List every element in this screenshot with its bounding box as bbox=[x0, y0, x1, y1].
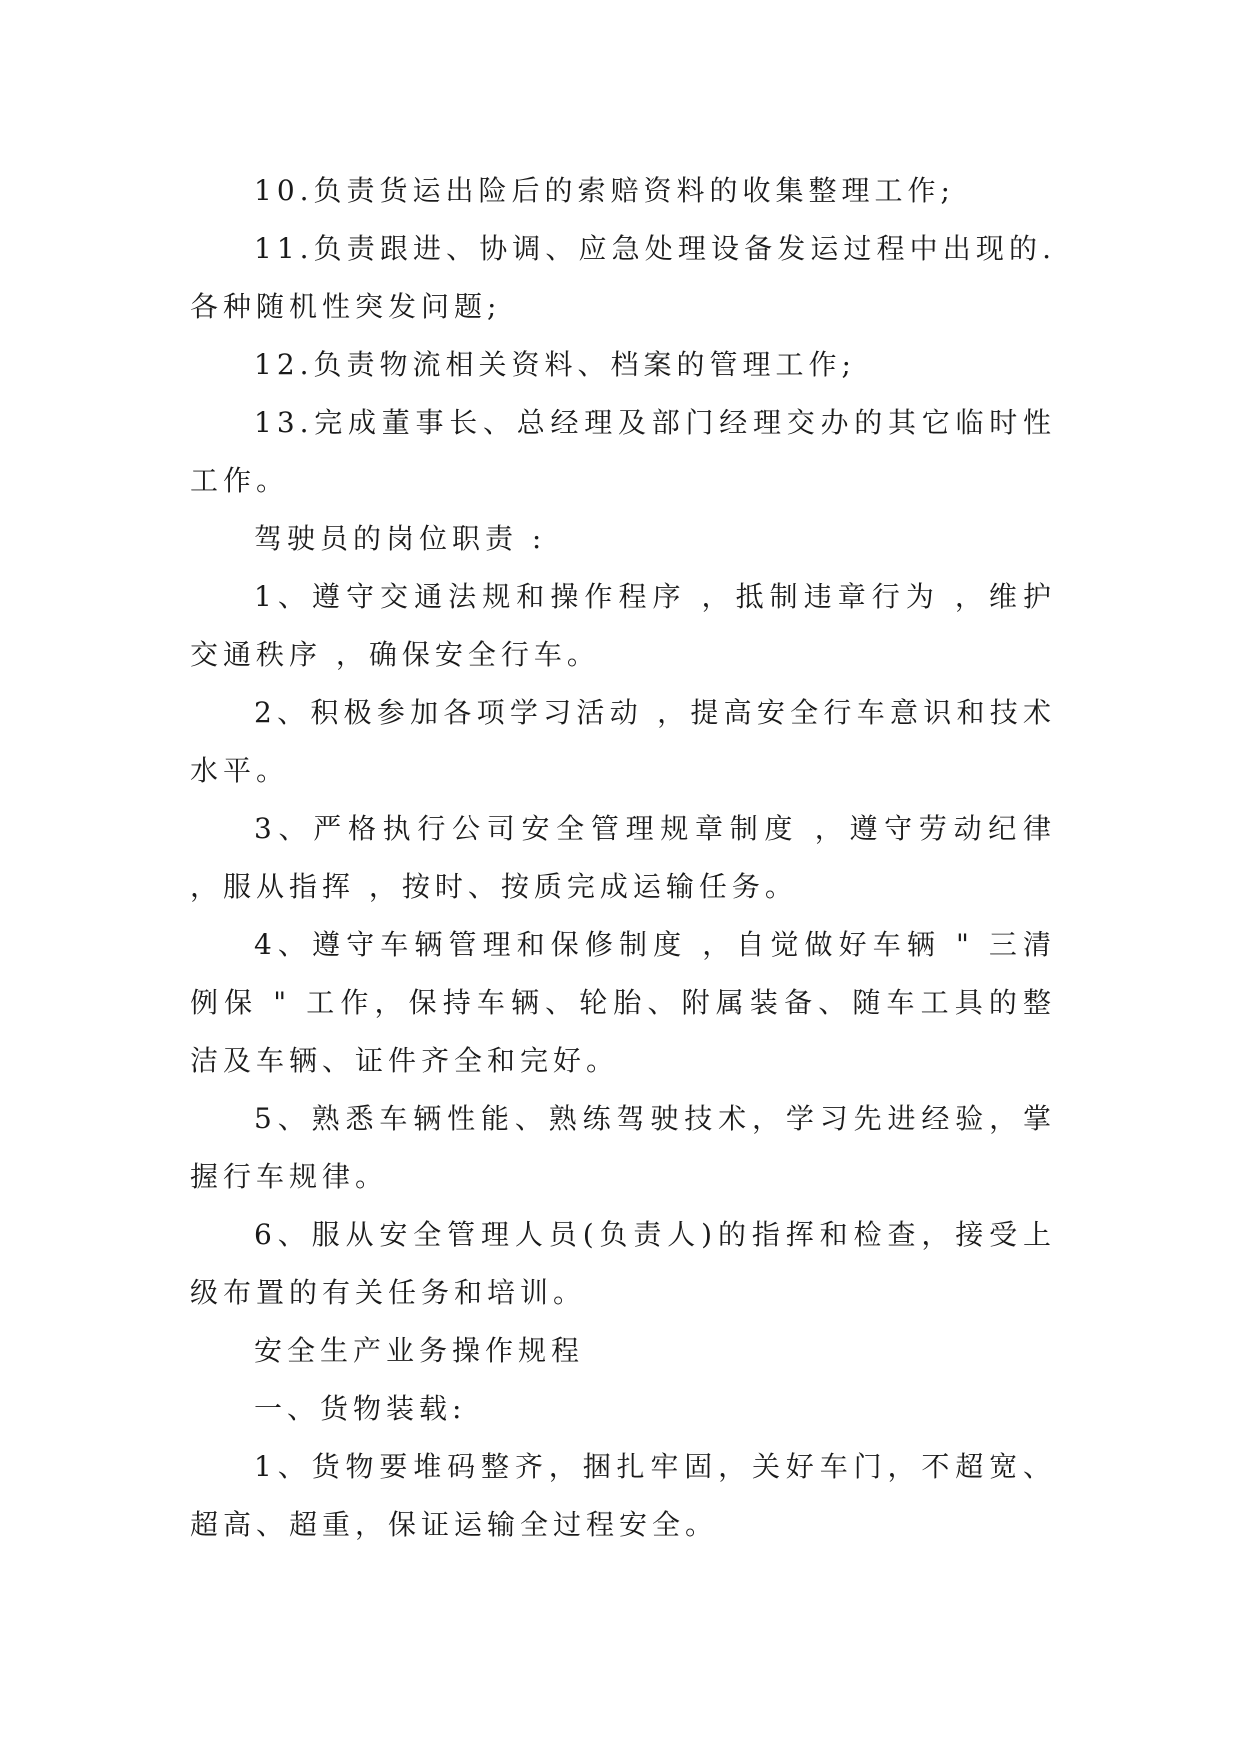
driver-duty-3: 3、严格执行公司安全管理规章制度 ，遵守劳动纪律 ，服从指挥 ，按时、按质完成运输任务。 bbox=[190, 812, 1056, 903]
item-10-claims-materials: 10.负责货运出险后的索赔资料的收集整理工作; bbox=[254, 174, 955, 207]
driver-duty-2: 2、积极参加各项学习活动 ，提高安全行车意识和技术水平。 bbox=[190, 696, 1056, 787]
subsection-heading-cargo-loading: 一、货物装载: bbox=[254, 1392, 467, 1425]
section-heading-safety-procedures: 安全生产业务操作规程 bbox=[254, 1334, 585, 1367]
section-heading-driver-duties: 驾驶员的岗位职责 : bbox=[254, 522, 547, 555]
item-12-records-management: 12.负责物流相关资料、档案的管理工作; bbox=[254, 348, 856, 381]
item-13-temporary-tasks: 13.完成董事长、总经理及部门经理交办的其它临时性工作。 bbox=[190, 406, 1056, 497]
driver-duty-4: 4、遵守车辆管理和保修制度 ，自觉做好车辆 " 三清例保 " 工作，保持车辆、轮胎、附属装备、随车工具的整洁及车辆、证件齐全和完好。 bbox=[190, 928, 1056, 1077]
driver-duty-6: 6、服从安全管理人员(负责人)的指挥和检查，接受上级布置的有关任务和培训。 bbox=[190, 1218, 1056, 1309]
driver-duty-5: 5、熟悉车辆性能、熟练驾驶技术，学习先进经验，掌握行车规律。 bbox=[190, 1102, 1056, 1193]
driver-duty-1: 1、遵守交通法规和操作程序 ，抵制违章行为 ，维护交通秩序 ，确保安全行车。 bbox=[190, 580, 1056, 671]
document-body bbox=[190, 162, 1056, 1554]
loading-rule-1: 1、货物要堆码整齐，捆扎牢固，关好车门，不超宽、超高、超重，保证运输全过程安全。 bbox=[190, 1450, 1056, 1541]
item-11-emergency-handling: 11.负责跟进、协调、应急处理设备发运过程中出现的.各种随机性突发问题; bbox=[190, 232, 1056, 323]
